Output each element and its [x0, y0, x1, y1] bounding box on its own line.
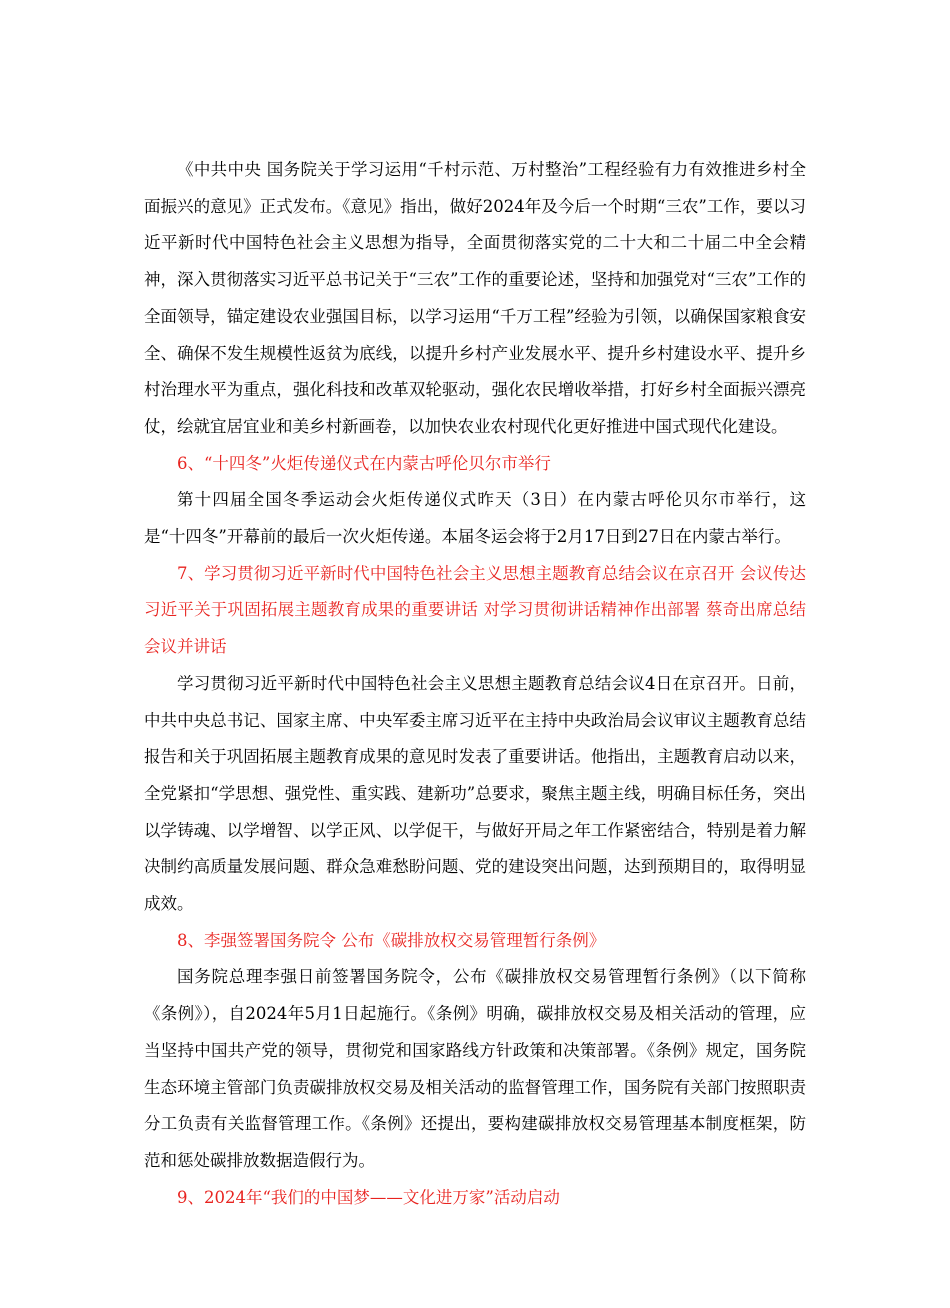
- heading-theme-education-meeting: 7、学习贯彻习近平新时代中国特色社会主义思想主题教育总结会议在京召开 会议传达习近平关于巩固拓展主题教育成果的重要讲话 对学习贯彻讲话精神作出部署 蔡奇出席总结会议并讲话: [144, 563, 806, 657]
- heading-winter-games-torch: 6、“十四冬”火炬传递仪式在内蒙古呼伦贝尔市举行: [177, 453, 551, 473]
- paragraph-theme-education-meeting: 学习贯彻习近平新时代中国特色社会主义思想主题教育总结会议4日在京召开。日前，中共中央总书记、国家主席、中央军委主席习近平在主持中央政治局会议审议主题教育总结报告和关于巩固拓展主题教育成果的意见时发表了重要讲话。他指出，主题教育启动以来，全党紧扣“学思想、强党性、重实践、建新功”总要求，聚焦主题主线，明确目标任务，突出以学铸魂、以学增智、以学正风、以学促干，与做好开局之年工作紧密结合，特别是着力解决制约高质量发展问题、群众急难愁盼问题、党的建设突出问题，达到预期目的，取得明显成效。: [144, 673, 806, 914]
- heading-chinese-dream-culture-activity: 9、2024年“我们的中国梦——文化进万家”活动启动: [177, 1187, 560, 1207]
- paragraph-carbon-trading-regulation: 国务院总理李强日前签署国务院令，公布《碳排放权交易管理暂行条例》（以下简称《条例》），自2024年5月1日起施行。《条例》明确，碳排放权交易及相关活动的管理，应当坚持中国共产党的领导，贯彻党和国家路线方针政策和决策部署。《条例》规定，国务院生态环境主管部门负责碳排放权交易及相关活动的监督管理工作，国务院有关部门按照职责分工负责有关监督管理工作。《条例》还提出，要构建碳排放权交易管理基本制度框架，防范和惩处碳排放数据造假行为。: [144, 967, 806, 1170]
- heading-carbon-trading-regulation: 8、李强签署国务院令 公布《碳排放权交易管理暂行条例》: [177, 930, 606, 950]
- paragraph-rural-revitalization-opinion: 《中共中央 国务院关于学习运用“千村示范、万村整治”工程经验有力有效推进乡村全面振兴的意见》正式发布。《意见》指出，做好2024年及今后一个时期“三农”工作，要以习近平新时代中国特色社会主义思想为指导，全面贯彻落实党的二十大和二十届二中全会精神，深入贯彻落实习近平总书记关于“三农”工作的重要论述，坚持和加强党对“三农”工作的全面领导，锚定建设农业强国目标，以学习运用“千万工程”经验为引领，以确保国家粮食安全、确保不发生规模性返贫为底线，以提升乡村产业发展水平、提升乡村建设水平、提升乡村治理水平为重点，强化科技和改革双轮驱动，强化农民增收举措，打好乡村全面振兴漂亮仗，绘就宜居宜业和美乡村新画卷，以加快农业农村现代化更好推进中国式现代化建设。: [144, 160, 806, 436]
- paragraph-winter-games-torch: 第十四届全国冬季运动会火炬传递仪式昨天（3日）在内蒙古呼伦贝尔市举行，这是“十四冬”开幕前的最后一次火炬传递。本届冬运会将于2月17日到27日在内蒙古举行。: [144, 490, 806, 547]
